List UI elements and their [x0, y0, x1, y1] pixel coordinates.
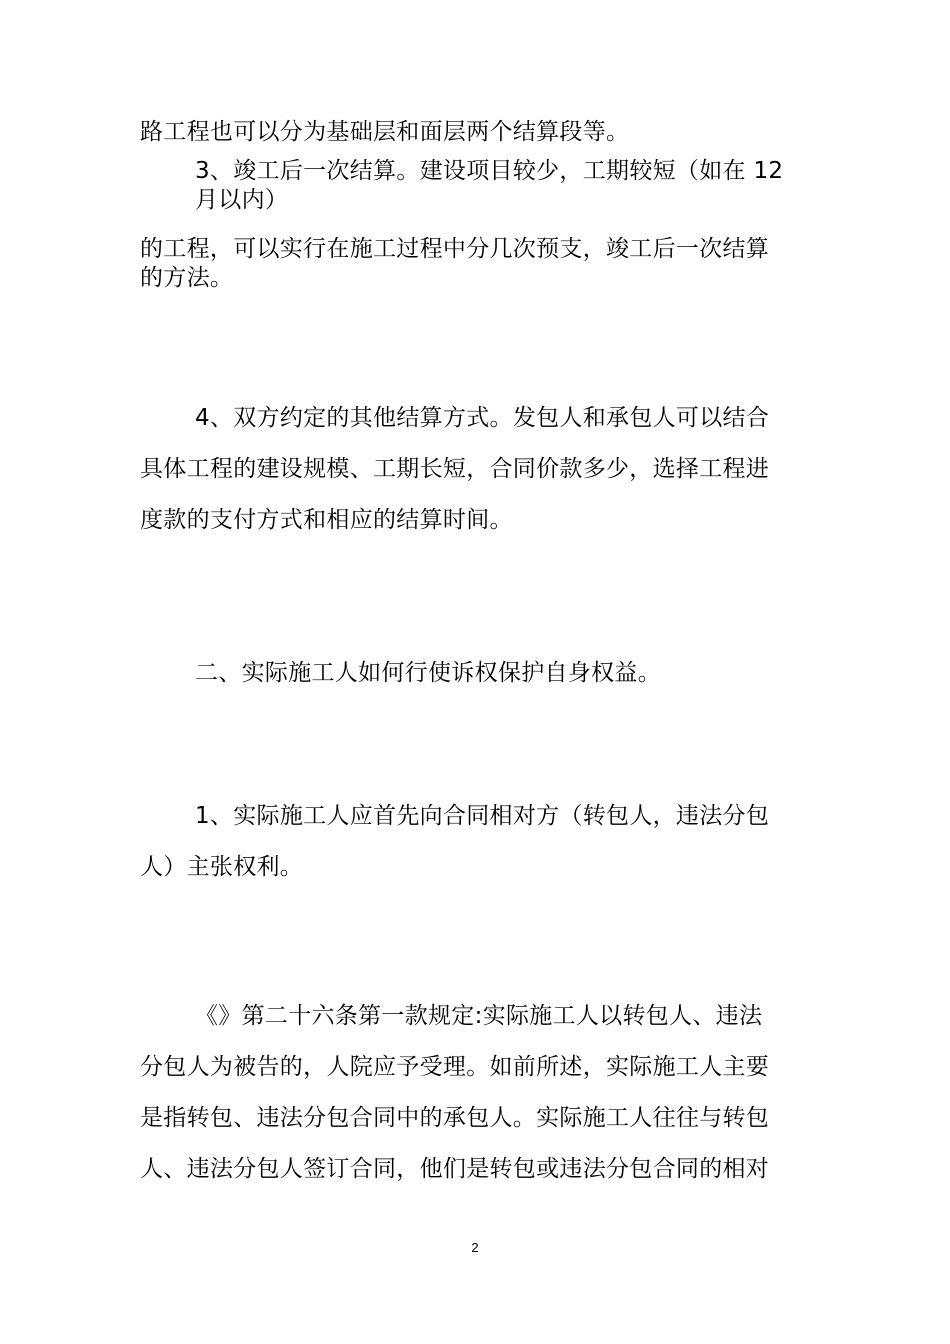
text-line-3: 月以内） [195, 187, 289, 213]
page-number: 2 [471, 1240, 479, 1255]
text-line-11: 人）主张权利。 [140, 854, 304, 880]
text-line-14: 是指转包、违法分包合同中的承包人。实际施工人往往与转包 [140, 1105, 770, 1131]
section-heading: 二、实际施工人如何行使诉权保护自身权益。 [195, 660, 661, 686]
text-line-1: 路工程也可以分为基础层和面层两个结算段等。 [140, 119, 630, 145]
text-line-5: 的方法。 [140, 265, 234, 291]
text-line-2: 3、竣工后一次结算。建设项目较少，工期较短（如在 12 [195, 158, 784, 184]
text-line-13: 分包人为被告的，人院应予受理。如前所述，实际施工人主要 [140, 1054, 770, 1080]
text-line-6: 4、双方约定的其他结算方式。发包人和承包人可以结合 [195, 405, 770, 431]
text-line-10: 1、实际施工人应首先向合同相对方（转包人，违法分包 [195, 803, 770, 829]
text-line-7: 具体工程的建设规模、工期长短，合同价款多少，选择工程进 [140, 456, 770, 482]
text-line-8: 度款的支付方式和相应的结算时间。 [140, 507, 513, 533]
text-line-4: 的工程，可以实行在施工过程中分几次预支，竣工后一次结算 [140, 236, 770, 262]
text-line-15: 人、违法分包人签订合同，他们是转包或违法分包合同的相对 [140, 1156, 770, 1182]
text-line-12: 《》第二十六条第一款规定:实际施工人以转包人、违法 [195, 1003, 763, 1029]
